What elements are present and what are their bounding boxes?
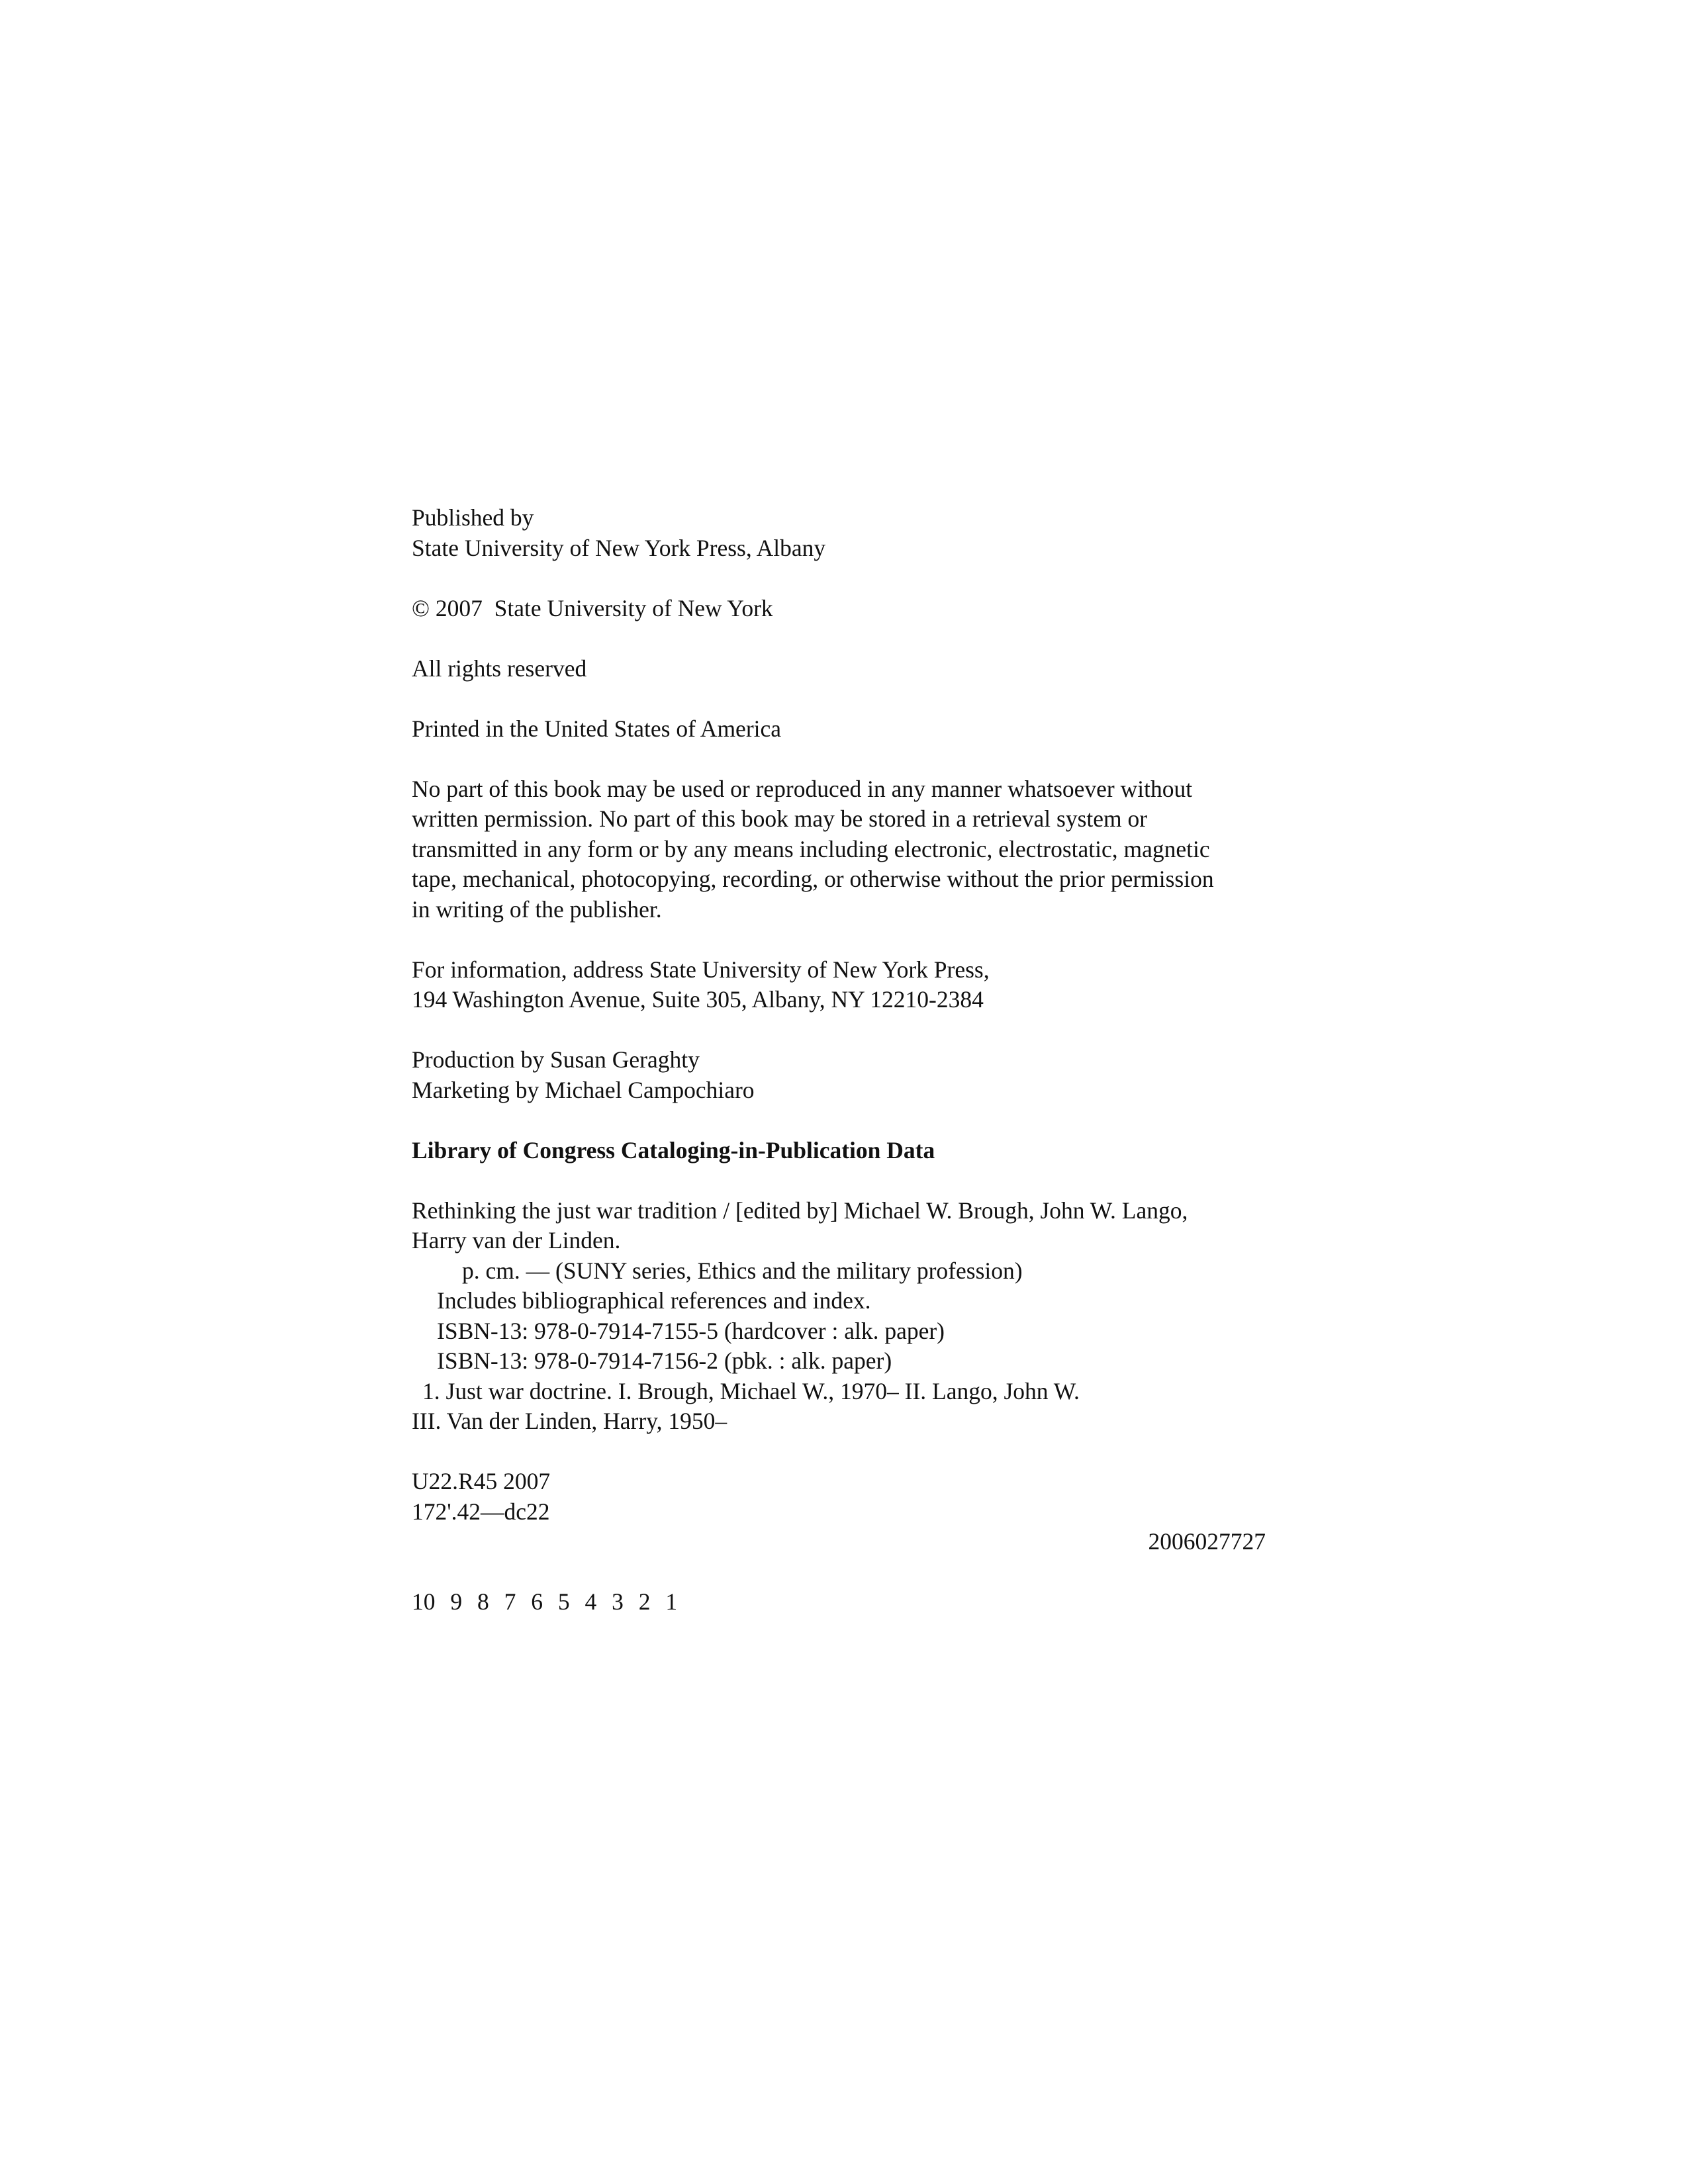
- permission-line: in writing of the publisher.: [412, 895, 662, 923]
- permission-line: tape, mechanical, photocopying, recording, or otherwise without the prior permission: [412, 866, 1214, 892]
- permission-line: written permission. No part of this book may be stored in a retrieval system or: [412, 805, 1148, 832]
- cip-isbn-paperback: ISBN-13: 978-0-7914-7156-2 (pbk. : alk. paper): [437, 1347, 892, 1374]
- rights-reserved: All rights reserved: [412, 655, 587, 682]
- printed-in: Printed in the United States of America: [412, 715, 782, 742]
- printing-number-line: 10 9 8 7 6 5 4 3 2 1: [412, 1588, 678, 1615]
- cip-subjects: III. Van der Linden, Harry, 1950–: [412, 1408, 727, 1434]
- lccn-number: 2006027727: [1148, 1528, 1266, 1555]
- lc-classification: U22.R45 2007: [412, 1468, 551, 1494]
- address-line: For information, address State University of New York Press,: [412, 956, 990, 983]
- publisher-name: State University of New York Press, Albany: [412, 534, 826, 561]
- cip-title-line: Rethinking the just war tradition / [edited by] Michael W. Brough, John W. Lango,: [412, 1197, 1188, 1224]
- permission-notice: [412, 774, 1266, 925]
- production-credit: Production by Susan Geraghty: [412, 1046, 700, 1073]
- cip-isbn-hardcover: ISBN-13: 978-0-7914-7155-5 (hardcover : alk. paper): [437, 1317, 945, 1344]
- cip-entry: [412, 1196, 1266, 1437]
- cip-series: p. cm. — (SUNY series, Ethics and the military profession): [462, 1257, 1023, 1284]
- cip-includes: Includes bibliographical references and index.: [437, 1287, 871, 1314]
- cip-heading: Library of Congress Cataloging-in-Publication Data: [412, 1136, 935, 1163]
- permission-line: transmitted in any form or by any means including electronic, electrostatic, magnetic: [412, 835, 1210, 862]
- marketing-credit: Marketing by Michael Campochiaro: [412, 1076, 755, 1103]
- copyright-notice: © 2007 State University of New York: [412, 594, 773, 621]
- dewey-classification: 172'.42—dc22: [412, 1498, 550, 1525]
- permission-line: No part of this book may be used or reproduced in any manner whatsoever without: [412, 775, 1193, 802]
- cip-subjects: 1. Just war doctrine. I. Brough, Michael W., 1970– II. Lango, John W.: [422, 1377, 1080, 1404]
- information-address: [412, 955, 1266, 1015]
- published-by-label: Published by: [412, 504, 534, 531]
- cip-title-line: Harry van der Linden.: [412, 1227, 621, 1253]
- address-line: 194 Washington Avenue, Suite 305, Albany, NY 12210-2384: [412, 986, 984, 1013]
- copyright-page: [412, 503, 1266, 1617]
